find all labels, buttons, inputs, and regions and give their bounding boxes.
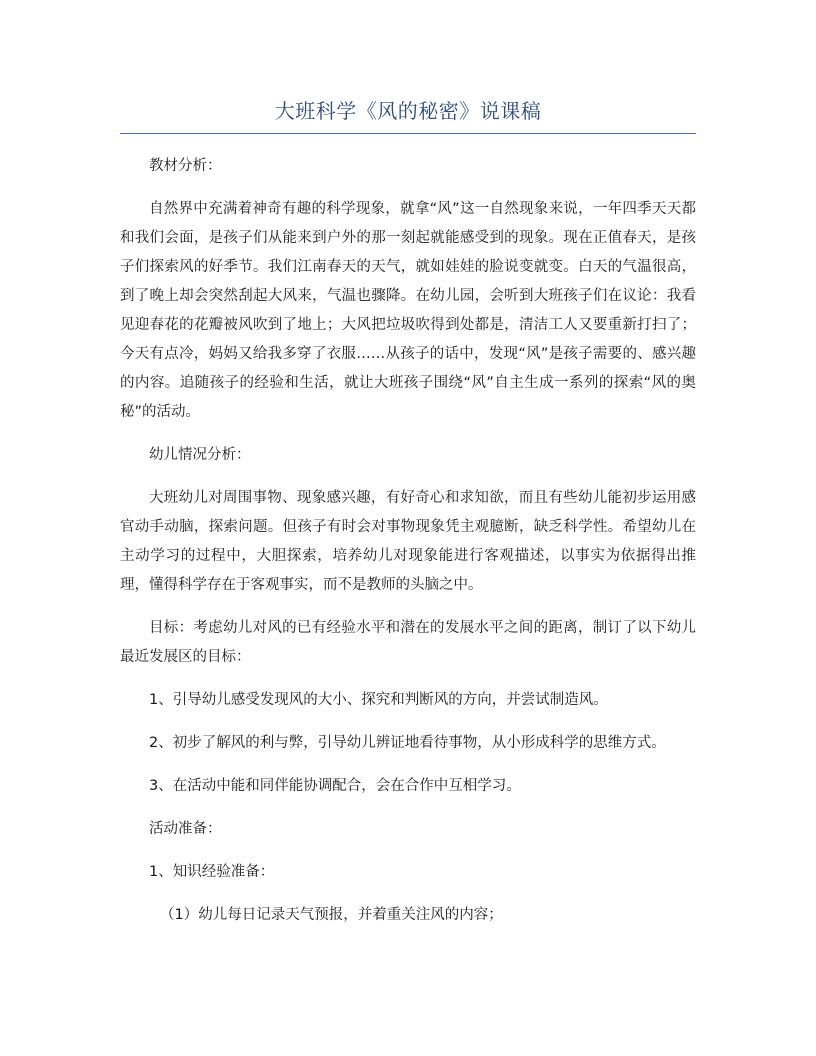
goal-item-1: 1、引导幼儿感受发现风的大小、探究和判断风的方向，并尝试制造风。	[149, 692, 608, 708]
section-heading-textbook-analysis: 教材分析：	[149, 158, 222, 174]
section-heading-child-analysis: 幼儿情况分析：	[149, 447, 251, 463]
preparation-subitem-1: （1）幼儿每日记录天气预报，并着重关注风的内容；	[160, 907, 503, 923]
title-divider	[120, 133, 696, 134]
paragraph-child-analysis: 大班幼儿对周围事物、现象感兴趣，有好奇心和求知欲，而且有些幼儿能初步运用感官动手动脑，探索问题。但孩子有时会对事物现象凭主观臆断，缺乏科学性。希望幼儿在主动学习的过程中，大胆探索，培养幼儿对现象能进行客观描述，以事实为依据得出推理，懂得科学存在于客观事实，而不是教师的头脑之中。	[120, 490, 696, 593]
document-title: 大班科学《风的秘密》说课稿	[274, 99, 542, 123]
goal-item-2: 2、初步了解风的利与弊，引导幼儿辨证地看待事物，从小形成科学的思维方式。	[149, 735, 666, 751]
section-heading-preparation: 活动准备：	[149, 821, 222, 837]
document-body	[120, 152, 696, 930]
paragraph-textbook-analysis: 自然界中充满着神奇有趣的科学现象，就拿“风”这一自然现象来说，一年四季天天都和我们会面，是孩子们从能来到户外的那一刻起就能感受到的现象。现在正值春天，是孩子们探索风的好季节。我们江南春天的天气，就如娃娃的脸说变就变。白天的气温很高，到了晚上却会突然刮起大风来，气温也骤降。在幼儿园，会听到大班孩子们在议论：我看见迎春花的花瓣被风吹到了地上；大风把垃圾吹得到处都是，清洁工人又要重新打扫了；今天有点冷，妈妈又给我多穿了衣服……从孩子的话中，发现“风”是孩子需要的、感兴趣的内容。追随孩子的经验和生活，就让大班孩子围绕“风”自主生成一系列的探索“风的奥秘”的活动。	[120, 201, 696, 420]
preparation-item-1: 1、知识经验准备：	[149, 864, 275, 880]
paragraph-goals: 目标：考虑幼儿对风的已有经验水平和潜在的发展水平之间的距离，制订了以下幼儿最近发展区的目标：	[120, 620, 696, 665]
goal-item-3: 3、在活动中能和同伴能协调配合，会在合作中互相学习。	[149, 778, 521, 794]
